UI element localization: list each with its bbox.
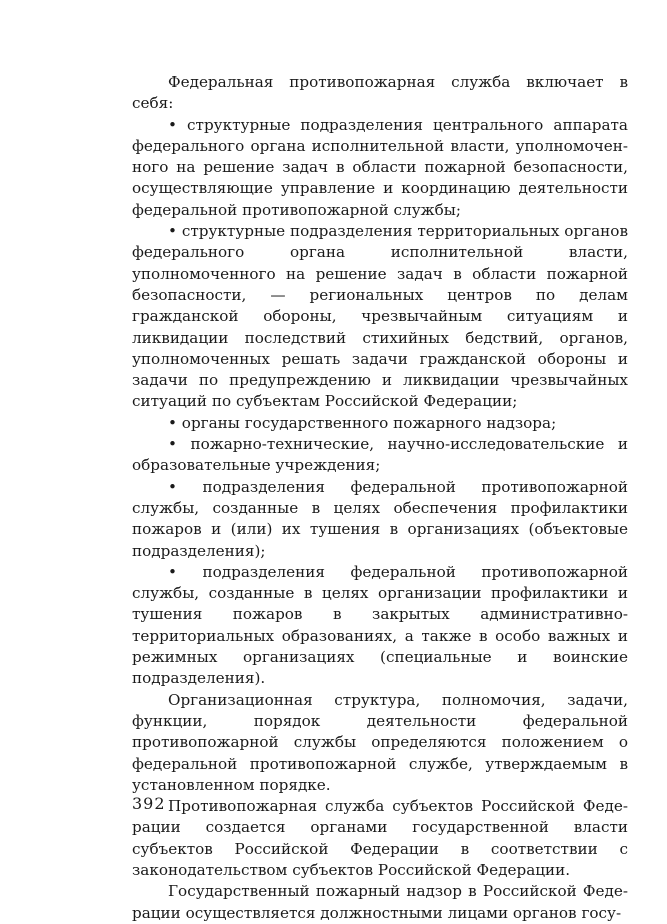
- list-item-special-units: • подразделения федеральной противопожарной службы, созданные в целях организации профилактики и тушения пожаров в закрытых административно-территориальных образованиях, а также в особо важных и режимных организациях (специальные и воинские подразделения).: [132, 562, 628, 690]
- intro-paragraph: Федеральная противопожарная служба включает в себя:: [132, 73, 628, 113]
- list-item-object-units: • подразделения федеральной противопожарной службы, созданные в целях обеспечения профилактики пожаров и (или) их тушения в организациях (объектовые подразделения);: [132, 477, 628, 562]
- list-item-fire-supervision: • органы государственного пожарного надзора;: [132, 413, 628, 434]
- list-item-central-apparatus: • структурные подразделения центрального аппарата федерального органа исполнительной власти, уполномоченного на решение задач в области пожарной безопасности, осуществляющие управление и координацию деятельности федеральной противопожарной службы;: [132, 115, 628, 221]
- list-item-territorial-bodies: • структурные подразделения территориальных органов федерального органа исполнительной власти, уполномоченного на решение задач в области пожарной безопасности, — региональных центров по делам гражданской обороны, чрезвычайным ситуациям и ликвидации последствий стихийных бедствий, органов, уполномоченных решать задачи гражданской обороны и задачи по предупреждению и ликвидации чрезвычайных ситуаций по субъектам Российской Федерации;: [132, 221, 628, 413]
- list-item-institutions: • пожарно-технические, научно-исследовательские и образовательные учреждения;: [132, 434, 628, 477]
- paragraph-state-supervision: Государственный пожарный надзор в Российской Федерации осуществляется должностными лицами органов госу-: [132, 882, 628, 922]
- body-text: [132, 72, 628, 924]
- paragraph-structure: Организационная структура, полномочия, задачи, функции, порядок деятельности федеральной противопожарной службы определяются положением о федеральной противопожарной службе, утверждаемым в установленном порядке.: [132, 690, 628, 794]
- paragraph-regional-service: Противопожарная служба субъектов Российской Федерации создается органами государственной власти субъектов Российской Федерации в соответствии с законодательством субъектов Российской Федерации.: [132, 797, 628, 879]
- page-number: 392: [132, 794, 166, 813]
